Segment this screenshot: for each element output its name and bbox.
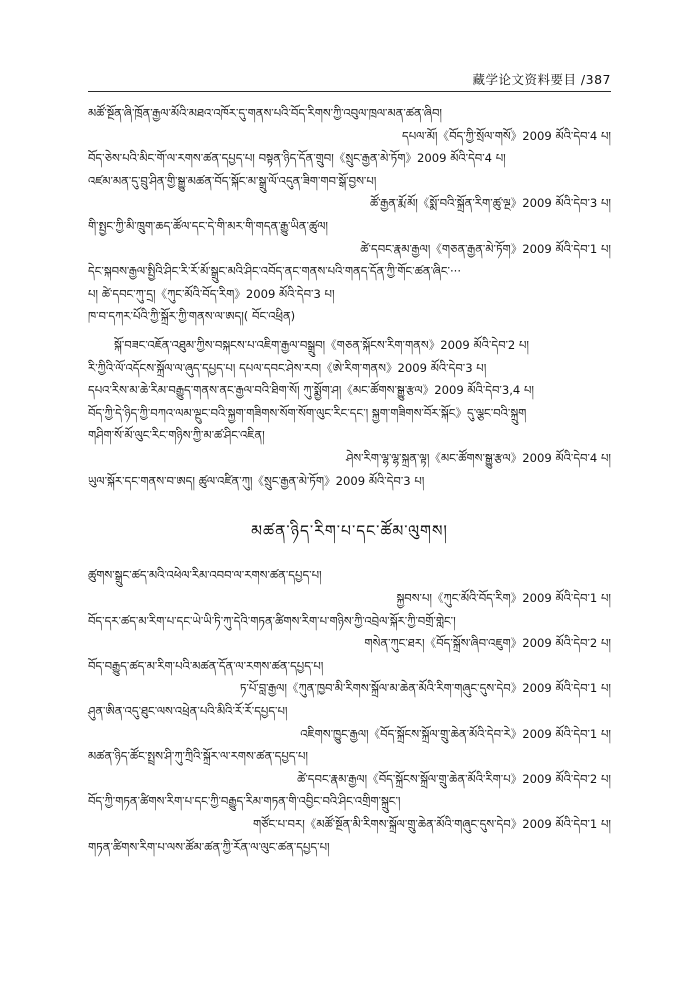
paragraph-line: ཤུན་ཨིན་འདུ་ཐུང་ལས་འཕྲེན་པའི་མིའི་རོ་རོ་དཔྱད་པ། <box>88 704 288 718</box>
citation-line: ཏ་པོ་བླ་རྒྱལ།《ཀུན་ཁྱབ་མི་རིགས་སྐྲོལ་མ་ཆེན་མོའི་རིག་གཞུང་དུས་དེབ》2009 མོའི་དེབ་1 པ། <box>239 681 611 696</box>
text-block <box>88 102 611 328</box>
section-heading: མཚན་ཉིད་རིག་པ་དང་ཚོམ་ལུགས། <box>251 522 448 541</box>
paragraph-line: འཛམ་མན་དུ་བྲུ་ཤིན་གྱི་སྒྱུ་མཚན་བོད་སྐོང་མ་སྒྲུ་ལོ་འདུན་ཟིག་གབ་སྒོ་བྱས་པ། <box>88 173 377 188</box>
citation-line: འཇིགས་ཁྱུང་རྒྱལ།《བོད་སྐྲོངས་སྐྲོལ་གྲུ་ཆེན་མོའི་དེབ་རེ》2009 མོའི་དེབ་1 པ། <box>300 726 611 741</box>
header-title: 藏学论文资料要目 /387 <box>472 72 611 87</box>
header-rule <box>88 91 611 92</box>
citation-line: སྐྱབས་པ།《ཀུང་མོའི་བོད་རིག》2009 མོའི་དེབ་1 པ། <box>396 591 611 606</box>
paragraph-line: རི་ཀྱིའི་ལོ་འདོངས་སྐྲོལ་ལ་ཞུད་དཔྱད་པ། དཔལ་དབང་ཤེས་རབ།《ཨེ་རིག་གནས》2009 མོའི་དེབ་3 པ། <box>88 360 487 375</box>
paragraph-line: མཚོ་སྔོན་ཞི་ཁྲོན་རྒྱལ་མོའི་མཐའ་འཁོར་དུ་གནས་པའི་བོད་རིགས་ཀྱི་འབུལ་ཁྲལ་མན་ཚན་ཞིབ། <box>88 106 442 120</box>
page-content <box>88 102 611 858</box>
paragraph-line: བོད་ཀྱི་དེ་ཉིད་ཀྱི་བཀའ་ལམ་ལྔུང་བའི་སྐྱག་གཟིགས་སོག་སོག་ལུང་རིང་དང་། སྐྱག་གཟིགས་བོར་སྐོང》དུ་ལྕང་བའི་སྐྲུག <box>88 405 527 420</box>
paragraph-line: གི་སྤྱང་ཀྱི་མི་ཁྲུག་ཆད་ཚོལ་དང་དེ་གི་མར་གི་གདན་རྒྱུ་ཡིན་ཚུལ། <box>88 218 328 233</box>
citation-line: ཚེ་དབང་རྣམ་རྒྱལ།《བོད་སྐྲོངས་སྐྲོལ་གྲུ་ཆེན་མོའི་རིག་པ》2009 མོའི་དེབ་2 པ། <box>297 771 611 786</box>
paragraph-line: དེང་སྐབས་རྒྱལ་སྤྱིའི་ཤིང་རི་རོ་མོ་སྒྲུང་མའི་ཤིང་འབོད་ནང་གནས་པའི་གནད་དོན་ཀྱི་གོང་ཚན་ཞིང་··· <box>88 264 462 279</box>
page-header <box>88 70 611 92</box>
paragraph-line: ཚུགས་སྒྲུང་ཚད་མའི་འཕེལ་རིམ་འབབ་ལ་རགས་ཚན་དཔྱད་པ། <box>88 568 322 583</box>
citation-line: ཚེ་དབང་རྣམ་རྒྱལ།《གཅན་རྒྱན་མེ་ཏོག》2009 མོའི་དེབ་1 པ། <box>360 241 611 256</box>
text-block <box>88 334 611 492</box>
paragraph-line: སྐོ་བཟང་འཇོན་འཐུམ་ཀྱིས་བསྐངས་པ་འཇིག་རྒྱལ་བསྒྲུབ།《གཅན་སྐོངས་རིག་གནས》2009 མོའི་དེབ་2 པ། <box>114 337 529 352</box>
citation-line: གཙོང་པ་བར།《མཚོ་སྔོན་མི་རིགས་སྐྲོལ་གྲུ་ཆེན་མོའི་གཞུང་དུས་དེབ》2009 མོའི་དེབ་1 པ། <box>253 816 611 831</box>
paragraph-line: བོད་བརྒྱུད་ཚད་མ་རིག་པའི་མཚན་དོན་ལ་རགས་ཚན་དཔྱད་པ། <box>88 658 324 673</box>
citation-line: ཤེས་རིག་ལྷ་ལྷ་སྐྲན་ལྟ།《མང་ཚོགས་སྒྱུ་རྩལ》2009 མོའི་དེབ་4 པ། <box>345 450 611 465</box>
paragraph-line: མཚན་ཉིད་ཚོང་སྤྲས་ཤི་ཀུ་ཀྲིའི་སྐྲོར་ལ་རགས་ཚན་དཔྱད་པ། <box>88 749 308 764</box>
paragraph-line: བོད་དར་ཚད་མ་རིག་པ་དང་ཡེ་ཡི་ཏི་ཀུ་དེའི་གཏན་ཚིགས་རིག་པ་གཉིས་ཀྱི་འབྲེལ་སྐོར་ཀྱི་བགྲོ་གླེང་། <box>88 613 456 628</box>
paragraph-line: ཁ་བ་དཀར་པོའི་ཀྱི་སྐྲོར་ཀྱི་གནས་ལ་ཨད།( བོང་འཕྲིན) <box>88 309 296 324</box>
citation-line: ཚོ་རྒྱན་རྨོ་མོ།《སྨོ་བའི་སྐྲོན་རིག་ཚུ་ལྔ》2009 མོའི་དེབ་3 པ། <box>370 196 611 211</box>
citation-line: དཔལ་མོ།《བོད་ཀྱི་སྲོལ་གསོ》2009 མོའི་དེབ་4 པ། <box>402 128 611 143</box>
paragraph-line: གཤིག་སོ་མོ་ལུང་རིང་གཉིས་ཀྱི་མ་ཚ་ཤིང་འཇིན། <box>88 428 265 443</box>
paragraph-line: གཏན་ཚིགས་རིག་པ་ལས་ཚོམ་ཚན་ཀྱི་རོན་ལ་ལུང་ཚན་དཔྱད་པ། <box>88 839 330 854</box>
citation-line: གསེན་ཀུང་ཐར།《བོད་སྐྲོས་ཞིབ་འཇུག》2009 མོའི་དེབ་2 པ། <box>364 636 611 651</box>
text-block <box>88 564 611 858</box>
paragraph-line: དཔའ་རིས་མ་ཆེ་རིམ་བརྒྱུད་གནས་ནང་རྒྱལ་བའི་ཐིག་སོ། ཀུ་སྨྱོག་ཤ།《མང་ཚོགས་སྒྱུ་རྩལ》2009 མོའི་དེབ་3,4 པ། <box>88 383 534 398</box>
paragraph-line: བོད་ཀྱི་གཏན་ཚིགས་རིག་པ་དང་ཀྱི་བརྒྱུད་རིམ་གཏན་གི་འབྱིང་བའི་ཤིང་འགྲིག་སྐྲུང་། <box>88 794 401 809</box>
paragraph-line: པ། ཚེ་དབང་ཀུ་དྲ།《ཀུང་མོའི་བོད་རིག》2009 མོའི་དེབ་3 པ། <box>88 286 335 301</box>
paragraph-line: བོད་ཅེས་པའི་མིང་གོ་ལ་རགས་ཚན་དཔྱད་པ། བསྟན་ཉིད་དོན་གྲུབ།《སྲུང་རྒྱན་མེ་ཏོག》2009 མོའི་དེབ་4 པ། <box>88 151 506 166</box>
paragraph-line: ཡུལ་སྐོར་དང་གནས་བ་ཨད། ཚུལ་འཛིན་ཀུ།《སྲུང་རྒྱན་མེ་ཏོག》2009 མོའི་དེབ་3 པ། <box>88 473 425 488</box>
